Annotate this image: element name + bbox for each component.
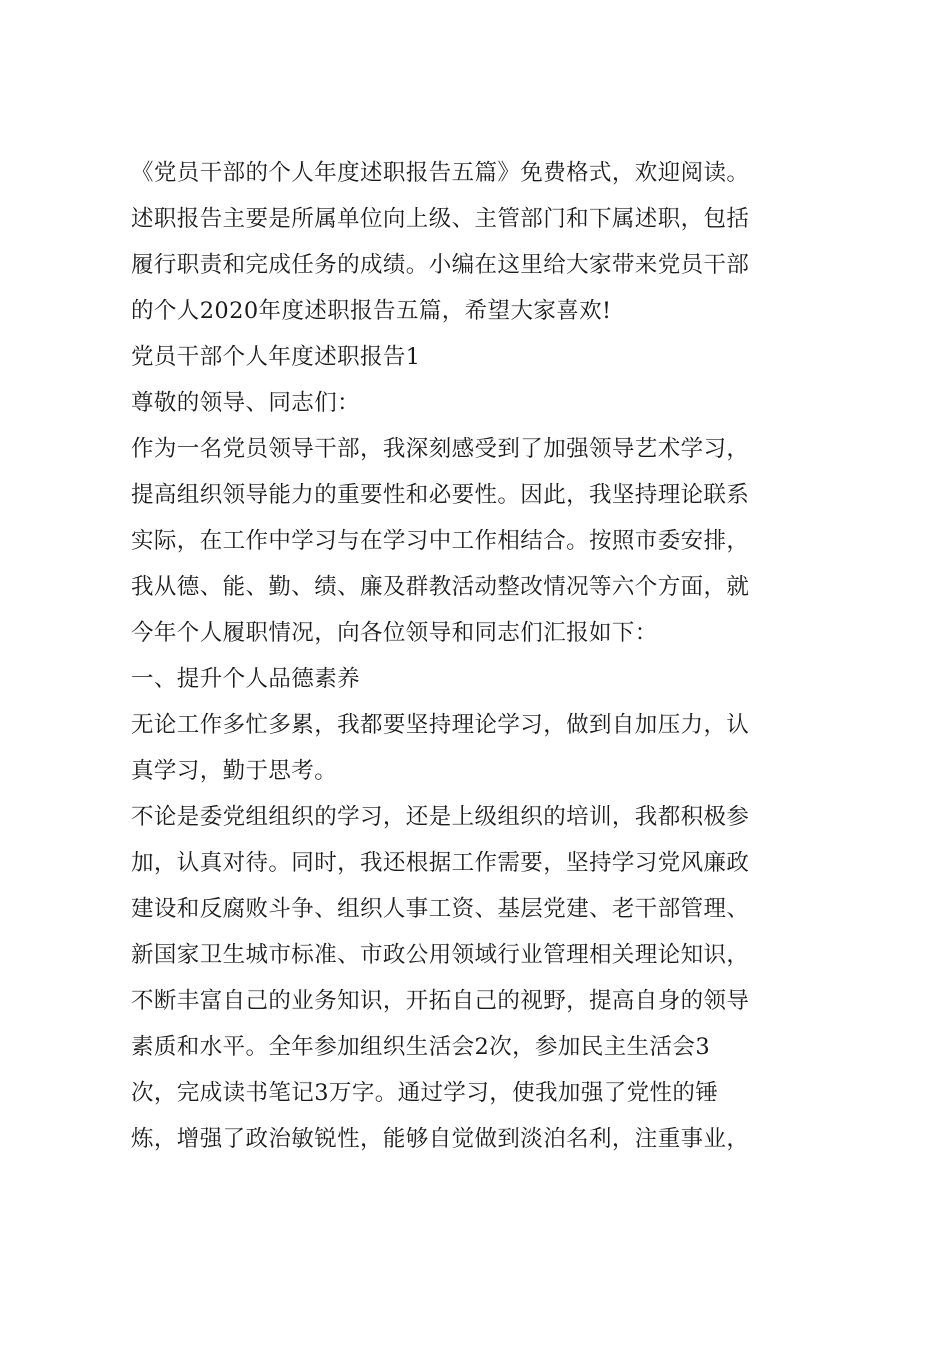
report-heading: 党员干部个人年度述职报告1 bbox=[131, 344, 421, 370]
body-paragraph-line: 作为一名党员领导干部，我深刻感受到了加强领导艺术学习， bbox=[131, 436, 750, 462]
intro-title-line: 《党员干部的个人年度述职报告五篇》免费格式，欢迎阅读。 bbox=[131, 160, 750, 186]
salutation: 尊敬的领导、同志们： bbox=[131, 390, 361, 416]
intro-paragraph-line: 述职报告主要是所属单位向上级、主管部门和下属述职，包括 bbox=[131, 206, 750, 232]
intro-paragraph-line: 的个人2020年度述职报告五篇，希望大家喜欢! bbox=[131, 298, 612, 324]
body-paragraph-line: 今年个人履职情况，向各位领导和同志们汇报如下： bbox=[131, 620, 658, 646]
body-paragraph-line: 我从德、能、勤、绩、廉及群教活动整改情况等六个方面，就 bbox=[131, 574, 750, 600]
body-paragraph-line: 炼，增强了政治敏锐性，能够自觉做到淡泊名利，注重事业， bbox=[131, 1126, 750, 1152]
body-paragraph-line: 不论是委党组组织的学习，还是上级组织的培训，我都积极参 bbox=[131, 804, 750, 830]
intro-paragraph-line: 履行职责和完成任务的成绩。小编在这里给大家带来党员干部 bbox=[131, 252, 750, 278]
body-paragraph-line: 提高组织领导能力的重要性和必要性。因此，我坚持理论联系 bbox=[131, 482, 750, 508]
body-paragraph-line: 不断丰富自己的业务知识，开拓自己的视野，提高自身的领导 bbox=[131, 988, 750, 1014]
body-paragraph-line: 次，完成读书笔记3万字。通过学习，使我加强了党性的锤 bbox=[131, 1080, 719, 1106]
section-heading: 一、提升个人品德素养 bbox=[131, 666, 361, 692]
body-paragraph-line: 新国家卫生城市标准、市政公用领域行业管理相关理论知识， bbox=[131, 942, 750, 968]
body-paragraph-line: 无论工作多忙多累，我都要坚持理论学习，做到自加压力，认 bbox=[131, 712, 750, 738]
body-paragraph-line: 实际，在工作中学习与在学习中工作相结合。按照市委安排， bbox=[131, 528, 750, 554]
body-paragraph-line: 建设和反腐败斗争、组织人事工资、基层党建、老干部管理、 bbox=[131, 896, 750, 922]
body-paragraph-line: 加，认真对待。同时，我还根据工作需要，坚持学习党风廉政 bbox=[131, 850, 750, 876]
body-paragraph-line: 素质和水平。全年参加组织生活会2次，参加民主生活会3 bbox=[131, 1034, 711, 1060]
body-paragraph-line: 真学习，勤于思考。 bbox=[131, 758, 338, 784]
